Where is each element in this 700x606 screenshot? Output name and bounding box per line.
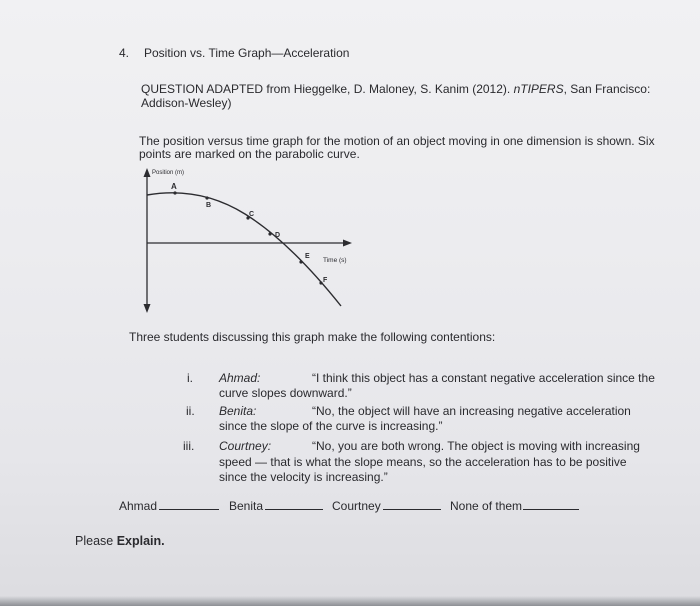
x-axis-arrow bbox=[343, 240, 352, 247]
contention-name-1: Ahmad: bbox=[219, 371, 261, 385]
answer-label-benita: Benita bbox=[229, 499, 264, 513]
contention-numeral-3: iii. bbox=[183, 439, 195, 453]
question-number: 4. bbox=[119, 46, 130, 60]
answer-option-none[interactable] bbox=[450, 498, 579, 514]
parabolic-curve bbox=[147, 193, 341, 306]
answer-option-courtney[interactable] bbox=[332, 498, 441, 514]
contention-text-2a: “No, the object will have an increasing negative acceleration bbox=[312, 404, 631, 418]
x-axis-label: Time (s) bbox=[323, 257, 347, 264]
answer-blank-courtney[interactable] bbox=[383, 498, 441, 510]
point-e-marker bbox=[299, 260, 302, 263]
point-a-label: A bbox=[171, 182, 177, 191]
answer-blank-none[interactable] bbox=[523, 498, 579, 510]
explain-instruction bbox=[75, 534, 165, 549]
contention-numeral-1: i. bbox=[187, 371, 193, 385]
contention-text-3a: “No, you are both wrong. The object is moving with increasing bbox=[312, 439, 640, 453]
answer-option-ahmad[interactable] bbox=[119, 498, 219, 514]
point-b-label: B bbox=[206, 202, 212, 209]
discussion-prompt: Three students discussing this graph make the following contentions: bbox=[129, 330, 496, 344]
contention-text-3b: speed — that is what the slope means, so the acceleration has to be positive bbox=[219, 455, 627, 469]
y-axis-arrow-up bbox=[144, 168, 151, 177]
question-title: Position vs. Time Graph—Acceleration bbox=[144, 46, 350, 60]
answer-label-courtney: Courtney bbox=[332, 499, 381, 513]
source-citation-line2: Addison-Wesley) bbox=[141, 96, 232, 110]
intro-line2: points are marked on the parabolic curve. bbox=[139, 147, 360, 161]
point-b-marker bbox=[205, 196, 208, 199]
point-d-marker bbox=[268, 232, 271, 235]
contention-name-3: Courtney: bbox=[219, 439, 272, 453]
answer-blank-ahmad[interactable] bbox=[159, 498, 219, 510]
source-prefix: QUESTION ADAPTED from Hieggelke, D. Maloney, S. Kanim (2012). bbox=[141, 82, 514, 96]
point-e-label: E bbox=[305, 253, 310, 260]
answer-blank-benita[interactable] bbox=[265, 498, 323, 510]
answer-option-benita[interactable] bbox=[229, 498, 323, 514]
explain-bold: Explain. bbox=[116, 534, 165, 548]
point-f-label: F bbox=[323, 277, 328, 284]
explain-prefix: Please bbox=[75, 534, 117, 548]
point-a-marker bbox=[173, 191, 176, 194]
contention-text-2b: since the slope of the curve is increasing.” bbox=[219, 419, 443, 433]
source-suffix: , San Francisco: bbox=[563, 82, 651, 96]
contention-text-3c: since the velocity is increasing.” bbox=[219, 470, 388, 484]
answer-label-ahmad: Ahmad bbox=[119, 499, 158, 513]
contention-name-2: Benita: bbox=[219, 404, 257, 418]
point-c-label: C bbox=[249, 211, 255, 218]
y-axis-arrow-down bbox=[144, 304, 151, 313]
contention-numeral-2: ii. bbox=[186, 404, 195, 418]
intro-line1: The position versus time graph for the motion of an object moving in one dimension is shown. Six bbox=[139, 134, 655, 148]
contention-text-1a: “I think this object has a constant negative acceleration since the bbox=[312, 371, 655, 385]
point-d-label: D bbox=[275, 232, 281, 239]
y-axis-label: Position (m) bbox=[152, 170, 185, 176]
answer-label-none: None of them bbox=[450, 499, 523, 513]
contention-text-1b: curve slopes downward.” bbox=[219, 386, 352, 400]
source-book-title: nTIPERS bbox=[513, 82, 564, 96]
